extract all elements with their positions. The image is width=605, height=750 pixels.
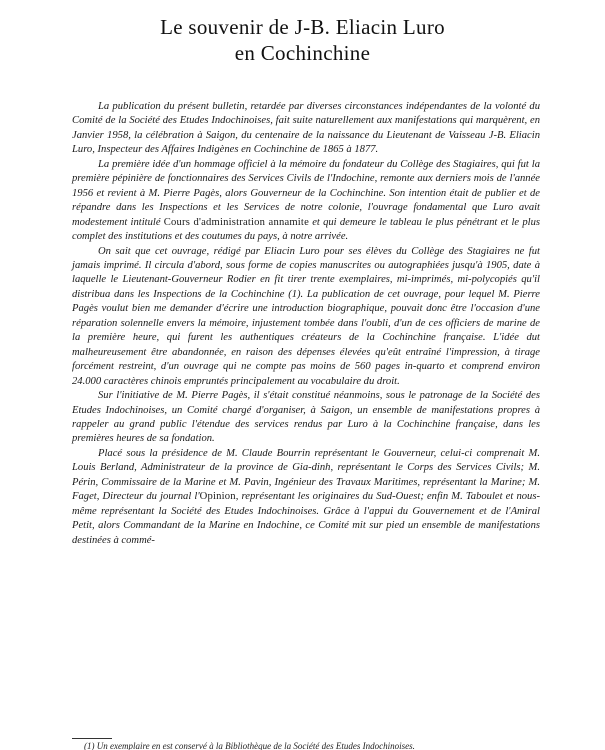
page-title — [0, 14, 605, 66]
paragraph-5 — [72, 447, 540, 548]
paragraph-5-text-a: Placé sous la présidence de M. Claude Bourrin représentant le Gouverneur, celui-ci comprenait M. Louis Berland, Administrateur de la province de Gia-dinh, représentant le Corps des Services Civils; M. Périn, Commissaire de la Marine et M. Pavin, Ingénieur des Travaux Maritimes, représentant la Marine; M. Faget, Directeur du journal l' — [72, 447, 540, 503]
newspaper-title-opinion: Opinion — [199, 491, 236, 503]
paragraph-2 — [72, 158, 540, 245]
paragraph-3: On sait que cet ouvrage, rédigé par Eliacin Luro pour ses élèves du Collège des Stagiaires ne fut jamais imprimé. Il circula d'abord, sous forme de copies manuscrites ou autographiées jusqu'à 1905, date à laquelle le Lieutenant-Gouverneur Rodier en fit tirer trente exemplaires, mi-imprimés, mi-polycopiés qu'il distribua dans les Inspections de la Cochinchine (1). La publication de cet ouvrage, pour lequel M. Pierre Pagès voulut bien me demander d'écrire une introduction biographique, pouvait donc être l'occasion d'une réparation solennelle envers la mémoire, injustement tombée dans l'oubli, d'un de ces officiers de marine de la première heure, qui furent les authentiques créateurs de la Cochinchine française. L'idée dut malheureusement être abandonnée, en raison des dépenses élevées qu'eût entraîné l'impression, à tirage forcément restreint, d'un ouvrage qui ne compte pas moins de 560 pages in-quarto et comprend environ 24.000 caractères chinois empruntés principalement au vocabulaire du droit. — [72, 245, 540, 387]
footnote-rule — [72, 738, 112, 739]
title-line-2: en Cochinchine — [234, 41, 371, 65]
book-title-cours-administration: Cours d'administration annamite — [163, 216, 309, 228]
paragraph-4: Sur l'initiative de M. Pierre Pagès, il s'était constitué néanmoins, sous le patronage de la Société des Etudes Indochinoises, un Comité chargé d'organiser, à Saigon, un ensemble de manifestations propres à rappeler au grand public l'étendue des services rendus par Luro à la Cochinchine française, dans les premières heures de sa fondation. — [72, 390, 540, 445]
paragraph-2-text-a: La première idée d'un hommage officiel à la mémoire du fondateur du Collège des Stagiaires, qui fut la première pépinière de fonctionnaires des Services Civils de l'Indochine, remonte aux derniers mois de l'année 1956 et revient à M. Pierre Pagès, alors Gouverneur de la Cochinchine. Son intention était de publier et de répandre dans les Inspections et les Services de notre colonie, l'ouvrage fondamental que Luro avait modestement intitulé — [72, 158, 540, 228]
paragraph-5-text-b: , représentant les originaires du Sud-Ouest; enfin M. Taboulet et nous-même représentant la Société des Etudes Indochinoises. Grâce à l'appui du Gouvernement et de l'Amiral Petit, alors Commandant de la Marine en Indochine, ce Comité mit sur pied un ensemble de manifestations destinées à commé- — [72, 491, 540, 546]
paragraph-1: La publication du présent bulletin, retardée par diverses circonstances indépendantes de la volonté du Comité de la Société des Etudes Indochinoises, fait suite naturellement aux manifestations qui marquèrent, en Janvier 1958, la célébration à Saigon, du centenaire de la naissance du Lieutenant de Vaisseau J-B. Eliacin Luro, Inspecteur des Affaires Indigènes en Cochinchine de 1865 à 1877. — [72, 101, 540, 156]
footnote: (1) Un exemplaire en est conservé à la Bibliothèque de la Société des Etudes Indochinoises. — [84, 741, 415, 750]
body-text — [72, 100, 540, 548]
title-line-1: Le souvenir de J-B. Eliacin Luro — [160, 15, 445, 39]
paragraph-2-text-b: et qui demeure le tableau le plus pénétrant et le plus complet des institutions et des coutumes du pays, à notre arrivée. — [72, 216, 541, 243]
